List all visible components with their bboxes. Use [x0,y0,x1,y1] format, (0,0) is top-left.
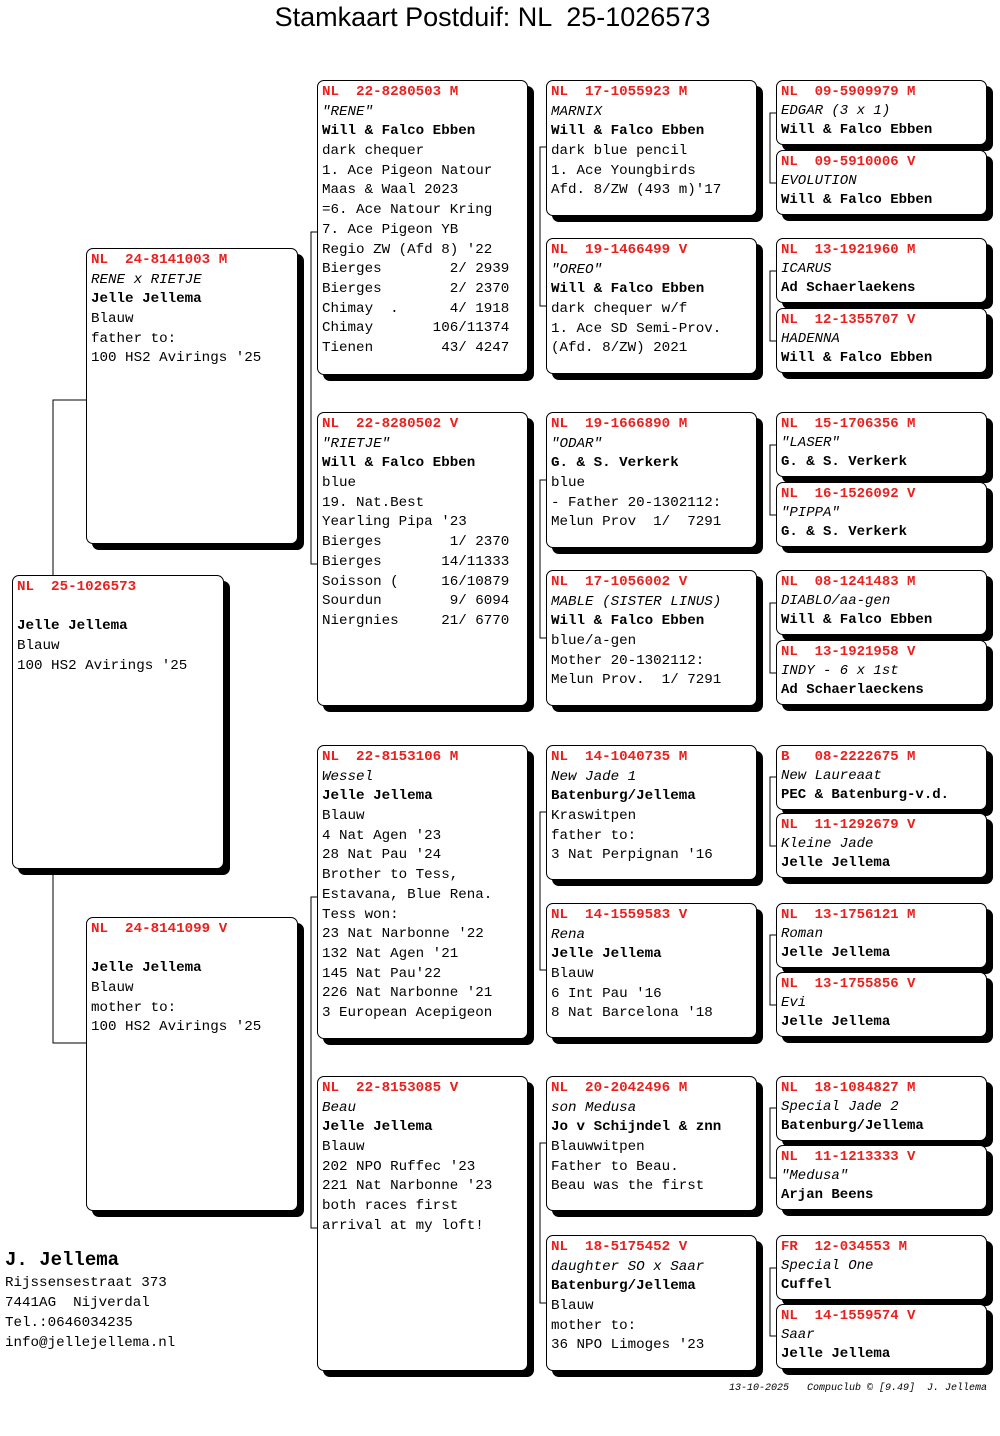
pigeon-name: Evi [781,995,807,1011]
pigeon-card-gggp-10[interactable] [776,813,987,878]
pigeon-info-line: 100 HS2 Avirings '25 [91,1019,262,1036]
pigeon-info-line: 100 HS2 Avirings '25 [17,657,188,674]
pigeon-info-line: blue [551,475,586,492]
pigeon-card-gggp-15[interactable] [776,1235,987,1300]
ring-number: NL 11-1213333 V [781,1149,916,1165]
pigeon-info-line: Bierges 2/ 2939 [322,261,510,278]
ring-number: NL 18-1084827 M [781,1080,916,1096]
pigeon-info-line: Father to Beau. [551,1158,679,1175]
pigeon-info-line: Blauw [551,1298,594,1315]
owner-phone: Tel.:0646034235 [5,1315,133,1331]
pigeon-name: "RIETJE" [322,435,391,452]
breeder-name: PEC & Batenburg-v.d. [781,787,950,803]
pigeon-name: Beau [322,1099,357,1116]
pigeon-info-line: Bierges 1/ 2370 [322,534,510,551]
pigeon-name: INDY - 6 x 1st [781,663,899,679]
pigeon-card-ggp-3[interactable] [546,412,757,548]
breeder-name: Jelle Jellema [91,960,202,977]
pigeon-card-ggp-1[interactable] [546,80,757,216]
pigeon-card-gggp-6[interactable] [776,482,987,547]
footer-print-info: 13-10-2025 Compuclub © [9.49] J. Jellema [729,1383,988,1394]
pigeon-info-line: Niergnies 21/ 6770 [322,612,510,629]
pigeon-info-line: Bierges 2/ 2370 [322,280,510,297]
breeder-name: Jelle Jellema [781,945,891,961]
ring-number: NL 11-1292679 V [781,817,916,833]
breeder-name: Jelle Jellema [322,788,433,805]
pigeon-card-ggp-2[interactable] [546,238,757,374]
pigeon-name: ICARUS [781,261,832,277]
pigeon-name: Rena [551,926,586,943]
pigeon-name: New Laureaat [781,768,882,784]
ring-number: NL 13-1756121 M [781,907,916,923]
pigeon-info-line: Blauwwitpen [551,1139,645,1156]
pigeon-name: "RENE" [322,103,374,120]
pigeon-card-ggp-6[interactable] [546,903,757,1038]
breeder-name: Jo v Schijndel & znn [551,1119,722,1136]
ring-number: NL 22-8153085 V [322,1080,459,1096]
pigeon-name: Kleine Jade [781,836,874,852]
pigeon-card-gggp-11[interactable] [776,903,987,968]
ring-number: NL 17-1055923 M [551,84,688,100]
pigeon-info-line: Brother to Tess, [322,867,459,884]
pigeon-info-line: 4 Nat Agen '23 [322,827,442,844]
ring-number: NL 14-1559574 V [781,1308,916,1324]
pigeon-card-gggp-12[interactable] [776,972,987,1037]
pigeon-info-line: 202 NPO Ruffec '23 [322,1158,476,1175]
ring-number: FR 12-034553 M [781,1239,908,1255]
pigeon-info-line: 7. Ace Pigeon YB [322,221,459,238]
pigeon-info-line: Chimay 106/11374 [322,320,510,337]
pigeon-info-line: Bierges 14/11333 [322,553,510,570]
pigeon-info-line: father to: [551,827,637,844]
ring-number: NL 24-8141099 V [91,921,228,937]
pigeon-name: HADENNA [781,331,840,347]
breeder-name: Will & Falco Ebben [781,612,933,628]
pigeon-card-gggp-9[interactable] [776,745,987,810]
ring-number: NL 17-1056002 V [551,574,688,590]
pigeon-name: RENE x RIETJE [91,271,202,288]
pigeon-info-line: - Father 20-1302112: [551,494,722,511]
breeder-name: Will & Falco Ebben [551,613,705,630]
pigeon-info-line: dark chequer [322,143,425,160]
pigeon-name: EDGAR (3 x 1) [781,103,891,119]
pigeon-info-line: Tienen 43/ 4247 [322,339,510,356]
pigeon-card-gggp-5[interactable] [776,412,987,477]
pigeon-info-line: Blauw [91,311,134,328]
pigeon-info-line: blue [322,475,357,492]
pigeon-card-grandfather-paternal[interactable] [317,80,528,375]
pigeon-info-line: Yearling Pipa '23 [322,514,467,531]
pigeon-info-line: 6 Int Pau '16 [551,985,662,1002]
pigeon-info-line: 1. Ace Youngbirds [551,162,696,179]
pigeon-info-line: blue/a-gen [551,633,637,650]
pigeon-card-gggp-4[interactable] [776,308,987,373]
pigeon-card-gggp-7[interactable] [776,570,987,635]
pigeon-name: New Jade 1 [551,768,637,785]
breeder-name: Cuffel [781,1277,832,1293]
pigeon-info-line: Tess won: [322,906,399,923]
pigeon-card-father[interactable] [86,248,298,544]
pigeon-card-subject[interactable] [12,575,224,869]
pigeon-info-line: mother to: [551,1317,637,1334]
pigeon-info-line: dark chequer w/f [551,301,688,318]
pigeon-info-line: 1. Ace Pigeon Natour [322,162,493,179]
pigeon-card-grandfather-maternal[interactable] [317,745,528,1039]
pigeon-card-gggp-3[interactable] [776,238,987,303]
pigeon-name: "ODAR" [551,435,603,452]
ring-number: NL 09-5909979 M [781,84,916,100]
pigeon-info-line: dark blue pencil [551,143,688,160]
breeder-name: Ad Schaerlaeckens [781,682,924,698]
breeder-name: Will & Falco Ebben [551,123,705,140]
pigeon-info-line: 8 Nat Barcelona '18 [551,1005,713,1022]
ring-number: NL 19-1466499 V [551,242,688,258]
owner-street: Rijssensestraat 373 [5,1275,167,1291]
page-title: Stamkaart Postduif: NL 25-1026573 [274,2,711,32]
owner-name: J. Jellema [5,1249,120,1271]
breeder-name: Jelle Jellema [322,1119,433,1136]
pigeon-name: "OREO" [551,261,603,278]
pigeon-info-line: 1. Ace SD Semi-Prov. [551,320,722,337]
pigeon-info-line: Melun Prov 1/ 7291 [551,514,722,531]
breeder-name: Arjan Beens [781,1187,874,1203]
pigeon-info-line: 3 European Acepigeon [322,1004,493,1021]
pigeon-info-line: Blauw [91,980,134,997]
pigeon-info-line: 3 Nat Perpignan '16 [551,847,713,864]
pigeon-card-gggp-8[interactable] [776,640,987,705]
pigeon-info-line: 132 Nat Agen '21 [322,945,459,962]
owner-email[interactable]: info@jellejellema.nl [5,1335,176,1351]
pigeon-info-line: 28 Nat Pau '24 [322,847,442,864]
ring-number: B 08-2222675 M [781,749,916,765]
pigeon-info-line: =6. Ace Natour Kring [322,202,493,219]
pigeon-card-grandmother-paternal[interactable] [317,412,528,706]
pigeon-info-line: Blauw [322,1139,365,1156]
pigeon-info-line: father to: [91,330,177,347]
pigeon-card-ggp-4[interactable] [546,570,757,706]
breeder-name: Will & Falco Ebben [551,281,705,298]
breeder-name: G. & S. Verkerk [551,455,679,472]
pigeon-info-line: Regio ZW (Afd 8) '22 [322,241,493,258]
breeder-name: Will & Falco Ebben [781,192,933,208]
ring-number: NL 16-1526092 V [781,486,916,502]
pigeon-card-gggp-13[interactable] [776,1076,987,1141]
ring-number: NL 12-1355707 V [781,312,916,328]
ring-number: NL 22-8280502 V [322,416,459,432]
pigeon-info-line: Blauw [551,966,594,983]
breeder-name: Jelle Jellema [551,946,662,963]
pigeon-name: Wessel [322,768,374,785]
ring-number: NL 20-2042496 M [551,1080,688,1096]
ring-number: NL 14-1559583 V [551,907,688,923]
pigeon-card-gggp-16[interactable] [776,1304,987,1369]
ring-number: NL 24-8141003 M [91,252,228,268]
pigeon-info-line: both races first [322,1198,459,1215]
pigeon-name: daughter SO x Saar [551,1258,705,1275]
ring-number: NL 22-8153106 M [322,749,459,765]
owner-city: 7441AG Nijverdal [5,1295,150,1311]
pigeon-info-line: 19. Nat.Best [322,494,425,511]
pigeon-name: MABLE (SISTER LINUS) [551,593,722,610]
breeder-name: Batenburg/Jellema [551,788,696,805]
pigeon-card-ggp-5[interactable] [546,745,757,880]
pigeon-info-line: Blauw [17,638,60,655]
pigeon-name: Roman [781,926,824,942]
ring-number: NL 13-1921958 V [781,644,916,660]
ring-number: NL 14-1040735 M [551,749,688,765]
owner-contact-block [5,1247,175,1353]
pigeon-info-line: Chimay . 4/ 1918 [322,300,510,317]
pigeon-card-gggp-1[interactable] [776,80,987,145]
pigeon-info-line: Melun Prov. 1/ 7291 [551,672,722,689]
pigeon-info-line: 226 Nat Narbonne '21 [322,985,493,1002]
pigeon-card-ggp-8[interactable] [546,1235,757,1371]
pigeon-info-line: Soisson ( 16/10879 [322,573,510,590]
breeder-name: Jelle Jellema [17,618,128,635]
pigeon-info-line: 23 Nat Narbonne '22 [322,926,484,943]
breeder-name: Jelle Jellema [781,1014,891,1030]
ring-number: NL 25-1026573 [17,579,137,595]
breeder-name: G. & S. Verkerk [781,454,908,470]
ring-number: NL 08-1241483 M [781,574,916,590]
pigeon-info-line: (Afd. 8/ZW) 2021 [551,340,688,357]
ring-number: NL 22-8280503 M [322,84,459,100]
pigeon-name: Special One [781,1258,874,1274]
pigeon-info-line: Blauw [322,808,365,825]
breeder-name: Jelle Jellema [781,855,891,871]
pigeon-name: EVOLUTION [781,173,857,189]
breeder-name: Batenburg/Jellema [781,1118,924,1134]
pigeon-card-gggp-14[interactable] [776,1145,987,1210]
pigeon-info-line [91,940,294,960]
breeder-name: G. & S. Verkerk [781,524,908,540]
pigeon-info-line: Afd. 8/ZW (493 m)'17 [551,182,722,199]
pigeon-name: "LASER" [781,435,840,451]
pigeon-info-line: arrival at my loft! [322,1217,484,1234]
pigeon-name: son Medusa [551,1099,637,1116]
pigeon-info-line: Mother 20-1302112: [551,652,705,669]
breeder-name: Will & Falco Ebben [322,123,476,140]
pigeon-name: Special Jade 2 [781,1099,899,1115]
ring-number: NL 18-5175452 V [551,1239,688,1255]
breeder-name: Batenburg/Jellema [551,1278,696,1295]
breeder-name: Jelle Jellema [91,291,202,308]
pigeon-info-line: 145 Nat Pau'22 [322,965,442,982]
breeder-name: Will & Falco Ebben [781,350,933,366]
ring-number: NL 19-1666890 M [551,416,688,432]
pigeon-info-line: 36 NPO Limoges '23 [551,1337,705,1354]
pigeon-card-grandmother-maternal[interactable] [317,1076,528,1371]
pigeon-name: MARNIX [551,103,603,120]
pigeon-info-line: mother to: [91,999,177,1016]
pigeon-card-mother[interactable] [86,917,298,1211]
pigeon-info-line: 221 Nat Narbonne '23 [322,1178,493,1195]
pigeon-info-line: Maas & Waal 2023 [322,182,459,199]
pigeon-name: "PIPPA" [781,505,840,521]
ring-number: NL 09-5910006 V [781,154,916,170]
pigeon-info-line: Kraswitpen [551,808,637,825]
pigeon-info-line: 100 HS2 Avirings '25 [91,350,262,367]
pigeon-info-line: Estavana, Blue Rena. [322,886,493,903]
pigeon-info-line [17,598,220,618]
pigeon-info-line: Beau was the first [551,1178,705,1195]
breeder-name: Will & Falco Ebben [322,455,476,472]
ring-number: NL 13-1755856 V [781,976,916,992]
breeder-name: Ad Schaerlaekens [781,280,916,296]
breeder-name: Jelle Jellema [781,1346,891,1362]
pigeon-card-gggp-2[interactable] [776,150,987,215]
pigeon-name: "Medusa" [781,1168,849,1184]
pigeon-card-ggp-7[interactable] [546,1076,757,1211]
ring-number: NL 15-1706356 M [781,416,916,432]
ring-number: NL 13-1921960 M [781,242,916,258]
pigeon-name: DIABLO/aa-gen [781,593,891,609]
breeder-name: Will & Falco Ebben [781,122,933,138]
pigeon-name: Saar [781,1327,815,1343]
pigeon-info-line: Sourdun 9/ 6094 [322,593,510,610]
